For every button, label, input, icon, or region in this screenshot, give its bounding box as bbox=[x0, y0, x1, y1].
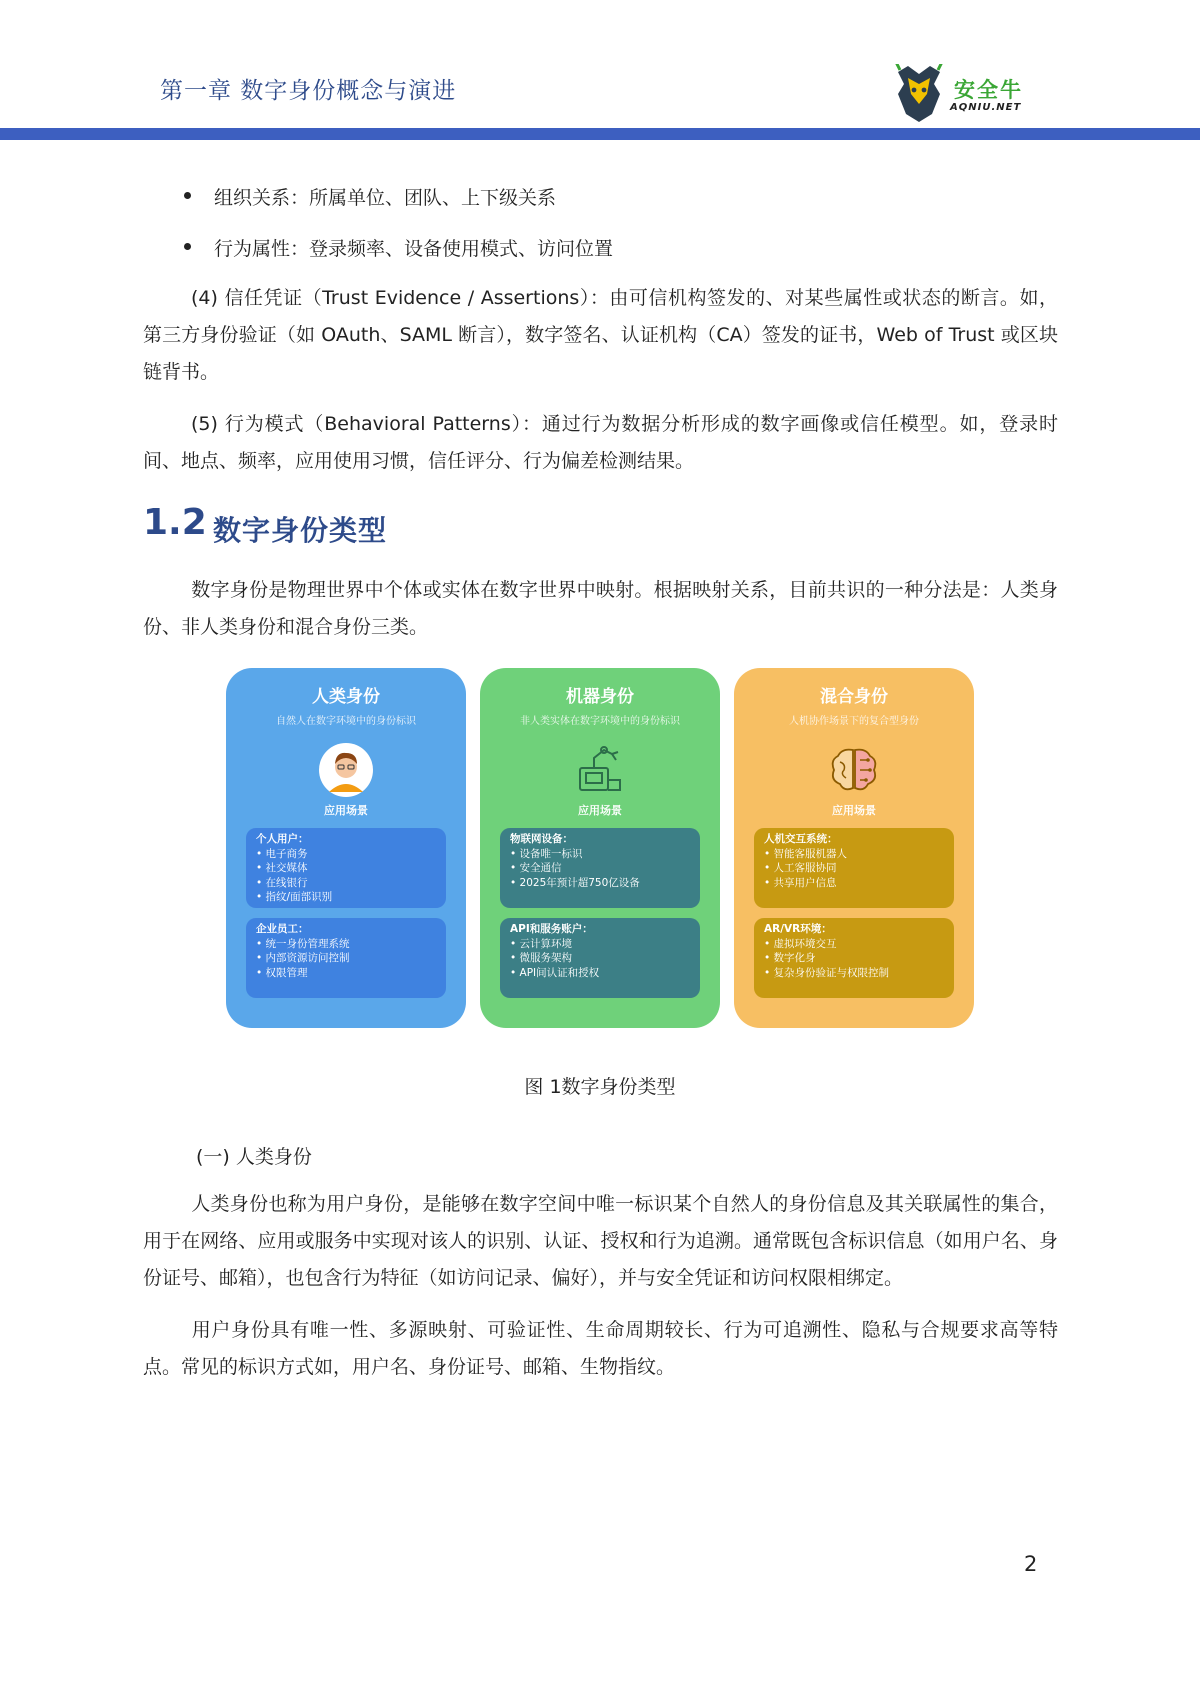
page-number: 2 bbox=[1024, 1552, 1038, 1576]
card-title: 人类身份 bbox=[312, 687, 380, 707]
card-scene-label: 应用场景 bbox=[578, 804, 622, 817]
bullet-text: 行为属性：登录频率、设备使用模式、访问位置 bbox=[214, 238, 614, 260]
scenario-box: 物联网设备： • 设备唯一标识 • 安全通信 • 2025年预计超750亿设备 bbox=[500, 828, 700, 908]
figure-caption: 图 1数字身份类型 bbox=[524, 1076, 676, 1098]
card-subtitle: 人机协作场景下的复合型身份 bbox=[789, 716, 919, 727]
scenario-box: 人机交互系统： • 智能客服机器人 • 人工客服协同 • 共享用户信息 bbox=[754, 828, 954, 908]
card-scene-label: 应用场景 bbox=[324, 804, 368, 817]
logo bbox=[894, 64, 1044, 126]
paragraph-trust-evidence: (4) 信任凭证（Trust Evidence / Assertions）：由可信机构签发的、对某些属性或状态的断言。如，第三方身份验证（如 OAuth、SAML 断言），数字签名、认证机构（CA）签发的证书，Web of Trust 或区块链背书。 bbox=[143, 287, 1058, 383]
card-title: 机器身份 bbox=[566, 687, 634, 707]
brain-circuit-icon bbox=[824, 740, 884, 800]
bullet-text: 组织关系：所属单位、团队、上下级关系 bbox=[214, 187, 557, 209]
card-machine-identity bbox=[480, 668, 720, 1028]
scenario-box: AR/VR环境： • 虚拟环境交互 • 数字化身 • 复杂身份验证与权限控制 bbox=[754, 918, 954, 998]
paragraph-human-identity: 人类身份也称为用户身份，是能够在数字空间中唯一标识某个自然人的身份信息及其关联属性的集合，用于在网络、应用或服务中实现对该人的识别、认证、授权和行为追溯。通常既包含标识信息（如用户名、身份证号、邮箱），也包含行为特征（如访问记录、偏好），并与安全凭证和访问权限相绑定。 bbox=[143, 1193, 1058, 1289]
scenario-box: 个人用户： • 电子商务 • 社交媒体 • 在线银行 • 指纹/面部识别 bbox=[246, 828, 446, 908]
person-avatar-icon bbox=[316, 740, 376, 800]
robot-machine-icon bbox=[570, 740, 630, 800]
card-scene-label: 应用场景 bbox=[832, 804, 876, 817]
subheading: (一) 人类身份 bbox=[196, 1146, 312, 1168]
card-subtitle: 非人类实体在数字环境中的身份标识 bbox=[520, 716, 680, 727]
scenario-box: API和服务账户： • 云计算环境 • 微服务架构 • API间认证和授权 bbox=[500, 918, 700, 998]
logo-subtext: AQNIU.NET bbox=[950, 102, 1022, 113]
scenario-box: 企业员工： • 统一身份管理系统 • 内部资源访问控制 • 权限管理 bbox=[246, 918, 446, 998]
section-number: 1.2 bbox=[143, 502, 207, 543]
section-title: 数字身份类型 bbox=[213, 514, 388, 547]
header-divider bbox=[0, 128, 1200, 140]
card-subtitle: 自然人在数字环境中的身份标识 bbox=[276, 716, 416, 727]
chapter-title: 第一章 数字身份概念与演进 bbox=[160, 78, 457, 104]
logo-text: 安全牛 bbox=[954, 78, 1023, 102]
paragraph-behavioral-patterns: (5) 行为模式（Behavioral Patterns）：通过行为数据分析形成的数字画像或信任模型。如，登录时间、地点、频率，应用使用习惯，信任评分、行为偏差检测结果。 bbox=[143, 413, 1058, 472]
bull-shield-icon bbox=[894, 64, 944, 124]
bullet-dot bbox=[184, 192, 191, 199]
card-human-identity bbox=[226, 668, 466, 1028]
card-hybrid-identity bbox=[734, 668, 974, 1028]
card-title: 混合身份 bbox=[820, 687, 888, 707]
paragraph-human-traits: 用户身份具有唯一性、多源映射、可验证性、生命周期较长、行为可追溯性、隐私与合规要求高等特点。常见的标识方式如，用户名、身份证号、邮箱、生物指纹。 bbox=[143, 1319, 1058, 1378]
paragraph-intro: 数字身份是物理世界中个体或实体在数字世界中映射。根据映射关系，目前共识的一种分法是：人类身份、非人类身份和混合身份三类。 bbox=[143, 579, 1058, 638]
bullet-dot bbox=[184, 243, 191, 250]
